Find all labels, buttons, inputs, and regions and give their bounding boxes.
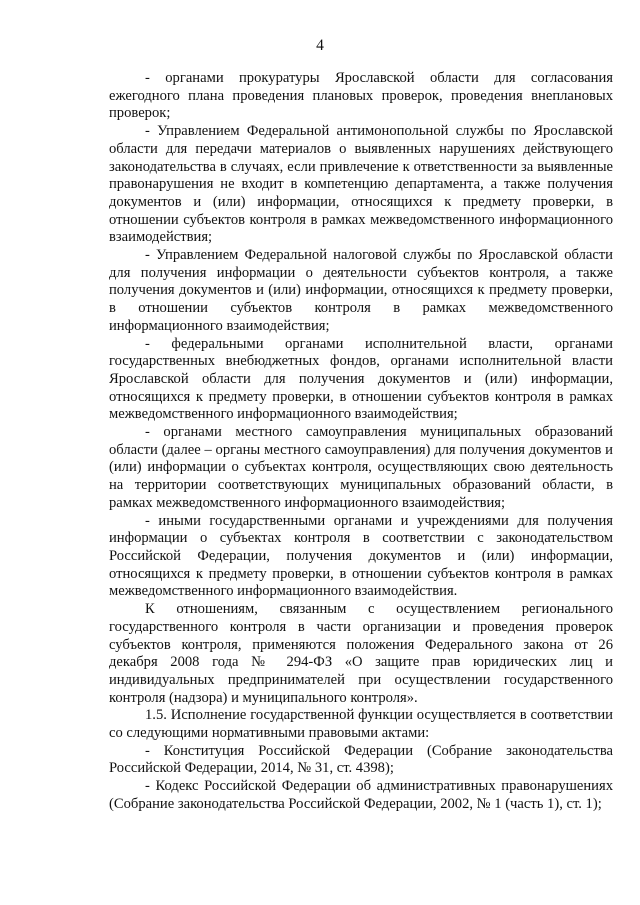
paragraph: - органами местного самоуправления муниципальных образований области (далее – органы местного самоуправления) для получения документов и (или) информации о субъектах контроля, осуществляющих свою деятельность на территории соответствующих муниципальных образований области, в рамках межведомственного информационного взаимодействия; (109, 424, 613, 511)
paragraph: - Управлением Федеральной налоговой службы по Ярославской области для получения информации о деятельности субъектов контроля, а также получения документов и (или) информации, относящихся к предмету проверки, в отношении субъектов контроля в рамках межведомственного информационного взаимодействия; (109, 247, 613, 334)
paragraph: - органами прокуратуры Ярославской области для согласования ежегодного плана проведения плановых проверок, проведения внеплановых проверок; (109, 70, 613, 122)
paragraph: - иными государственными органами и учреждениями для получения информации о субъектах контроля в соответствии с законодательством Российской Федерации, получения документов и (или) информации, относящихся к предмету проверки, в отношении субъектов контроля в рамках межведомственного информационного взаимодействия. (109, 512, 613, 600)
paragraph: - федеральными органами исполнительной власти, органами государственных внебюджетных фондов, органами исполнительной власти Ярославской области для получения документов и (или) информации, относящихся к предмету проверки, в отношении субъектов контроля в рамках межведомственного информационного взаимодействия; (109, 335, 613, 423)
paragraph: 1.5. Исполнение государственной функции осуществляется в соответствии со следующими нормативными правовыми актами: (109, 707, 613, 742)
document-body (109, 70, 613, 814)
paragraph: - Управлением Федеральной антимонопольной службы по Ярославской области для передачи материалов о выявленных нарушениях действующего законодательства в случаях, если привлечение к ответственности за выявленные правонарушения не входит в компетенцию департамента, а также получения документов и (или) информации, относящихся к предмету проверки, в отношении субъектов контроля в рамках межведомственного информационного взаимодействия; (109, 123, 613, 246)
paragraph: К отношениям, связанным с осуществлением регионального государственного контроля в части организации и проведения проверок субъектов контроля, применяются положения Федерального закона от 26 декабря 2008 года № 294-ФЗ «О защите прав юридических лиц и индивидуальных предпринимателей при осуществлении государственного контроля (надзора) и муниципального контроля». (109, 601, 613, 706)
paragraph: - Конституция Российской Федерации (Собрание законодательства Российской Федерации, 2014, № 31, ст. 4398); (109, 742, 613, 777)
page-number: 4 (316, 37, 324, 54)
paragraph: - Кодекс Российской Федерации об административных правонарушениях (Собрание законодательства Российской Федерации, 2002, № 1 (часть 1), ст. 1); (109, 778, 613, 812)
